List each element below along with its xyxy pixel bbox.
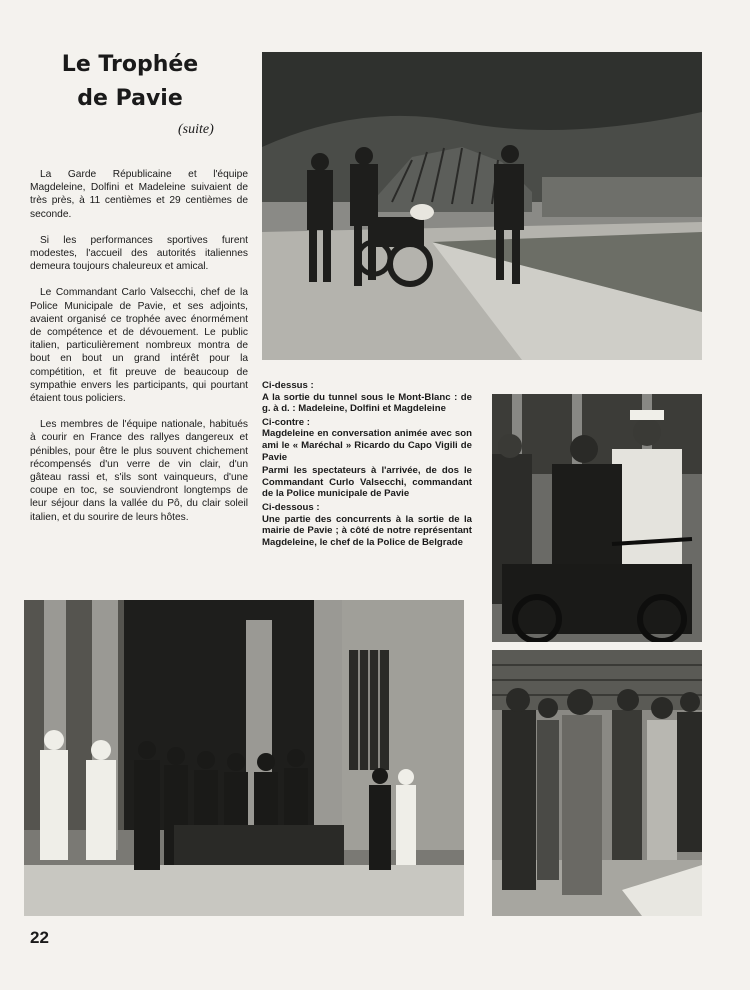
continued-label: (suite) xyxy=(178,122,214,137)
caption-above-label: Ci-dessus : xyxy=(262,380,314,391)
caption-beside-label: Ci-contre : xyxy=(262,416,310,428)
caption-spectators-text: Parmi les spectateurs à l'arrivée, de dos le Commandant Curlo Valsecchi, commandant de la Police municipale de Pavie xyxy=(262,465,472,500)
caption-beside-text: Magdeleine en conversation animée avec son ami le « Maréchal » Ricardo du Capo Vigili de Pavie xyxy=(262,428,472,463)
caption-above-text: A la sortie du tunnel sous le Mont-Blanc : de g. à d. : Madeleine, Dolfini et Magdeleine xyxy=(262,391,472,415)
paragraph-2: Si les performances sportives furent modestes, l'accueil des autorités italiennes demeura toujours chaleureux et amical. xyxy=(30,234,248,273)
title-line-1: Le Trophée xyxy=(61,52,199,77)
article-title xyxy=(40,48,220,116)
photo-town-hall-group xyxy=(24,600,464,916)
paragraph-4: Les membres de l'équipe nationale, habitués à courir en France des rallyes dangereux et pénibles, pour être le plus souvent chichement récompensés d'un verre de vin clair, d'un gâteau rassi et, s'ils sont vainqueurs, d'une coupe en toc, se souviendront longtemps de leur séjour dans la vallée du Pô, du clair soleil italien, et du sourire de leurs hôtes. xyxy=(30,419,248,523)
title-line-2: de Pavie xyxy=(77,86,183,111)
photo-tunnel-exit xyxy=(262,52,702,360)
paragraph-3: Le Commandant Carlo Valsecchi, chef de la Police Municipale de Pavie, et ses adjoints, avaient organisé ce trophée avec énormément de compétence et de dévouement. Le public italien, particulièrement nombreux montra de bout en bout un grand intérêt pour la compétition, et fit preuve de beaucoup de sympathie envers les participants, qui pourtant étaient tous policiers. xyxy=(30,287,248,405)
photo-captions xyxy=(262,380,472,550)
article-body xyxy=(30,168,248,537)
page-number: 22 xyxy=(30,928,49,947)
caption-below-text: Une partie des concurrents à la sortie de la mairie de Pavie ; à côté de notre représentant Magdeleine, le chef de la Police de Belgrade xyxy=(262,513,472,548)
caption-below-label: Ci-dessous : xyxy=(262,501,320,513)
photo-spectators xyxy=(492,650,702,916)
paragraph-1: La Garde Républicaine et l'équipe Magdeleine, Dolfini et Madeleine suivaient de très près, à 11 centièmes et 29 centièmes de seconde. xyxy=(30,169,248,220)
photo-conversation xyxy=(492,394,702,642)
